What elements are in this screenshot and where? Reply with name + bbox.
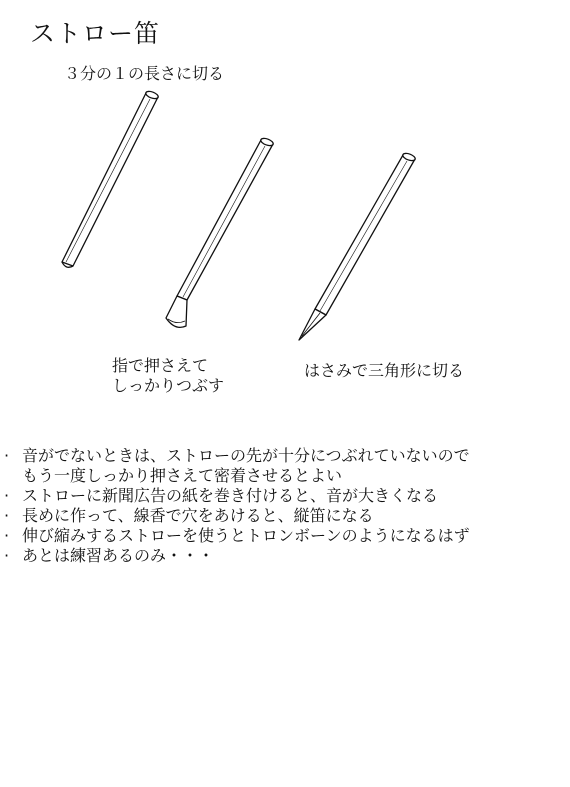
tip-item: · 伸び縮みするストローを使うとトロンボーンのようになるはず — [0, 526, 470, 546]
step-label-crush-line1: 指で押さえて — [112, 356, 209, 375]
step-label-crush-line2: しっかりつぶす — [112, 376, 225, 395]
straw-triangle-illustration — [299, 152, 416, 340]
tip-item: · 音がでないときは、ストローの先が十分につぶれていないので — [0, 446, 470, 466]
page-title: ストロー笛 — [30, 19, 161, 48]
step-label-crush — [112, 356, 224, 396]
step-label-cut: ３分の１の長さに切る — [64, 64, 225, 83]
straw-crushed-illustration — [166, 137, 274, 327]
step-label-triangle: はさみで三角形に切る — [304, 361, 465, 380]
tips-list — [0, 446, 470, 566]
tip-item: · 長めに作って、線香で穴をあけると、縦笛になる — [0, 506, 470, 526]
tip-item: · ストローに新聞広告の紙を巻き付けると、音が大きくなる — [0, 486, 470, 506]
tip-item: · あとは練習あるのみ・・・ — [0, 546, 470, 566]
tip-item-continuation: もう一度しっかり押さえて密着させるとよい — [22, 466, 343, 485]
straw-cut-illustration — [62, 90, 159, 267]
